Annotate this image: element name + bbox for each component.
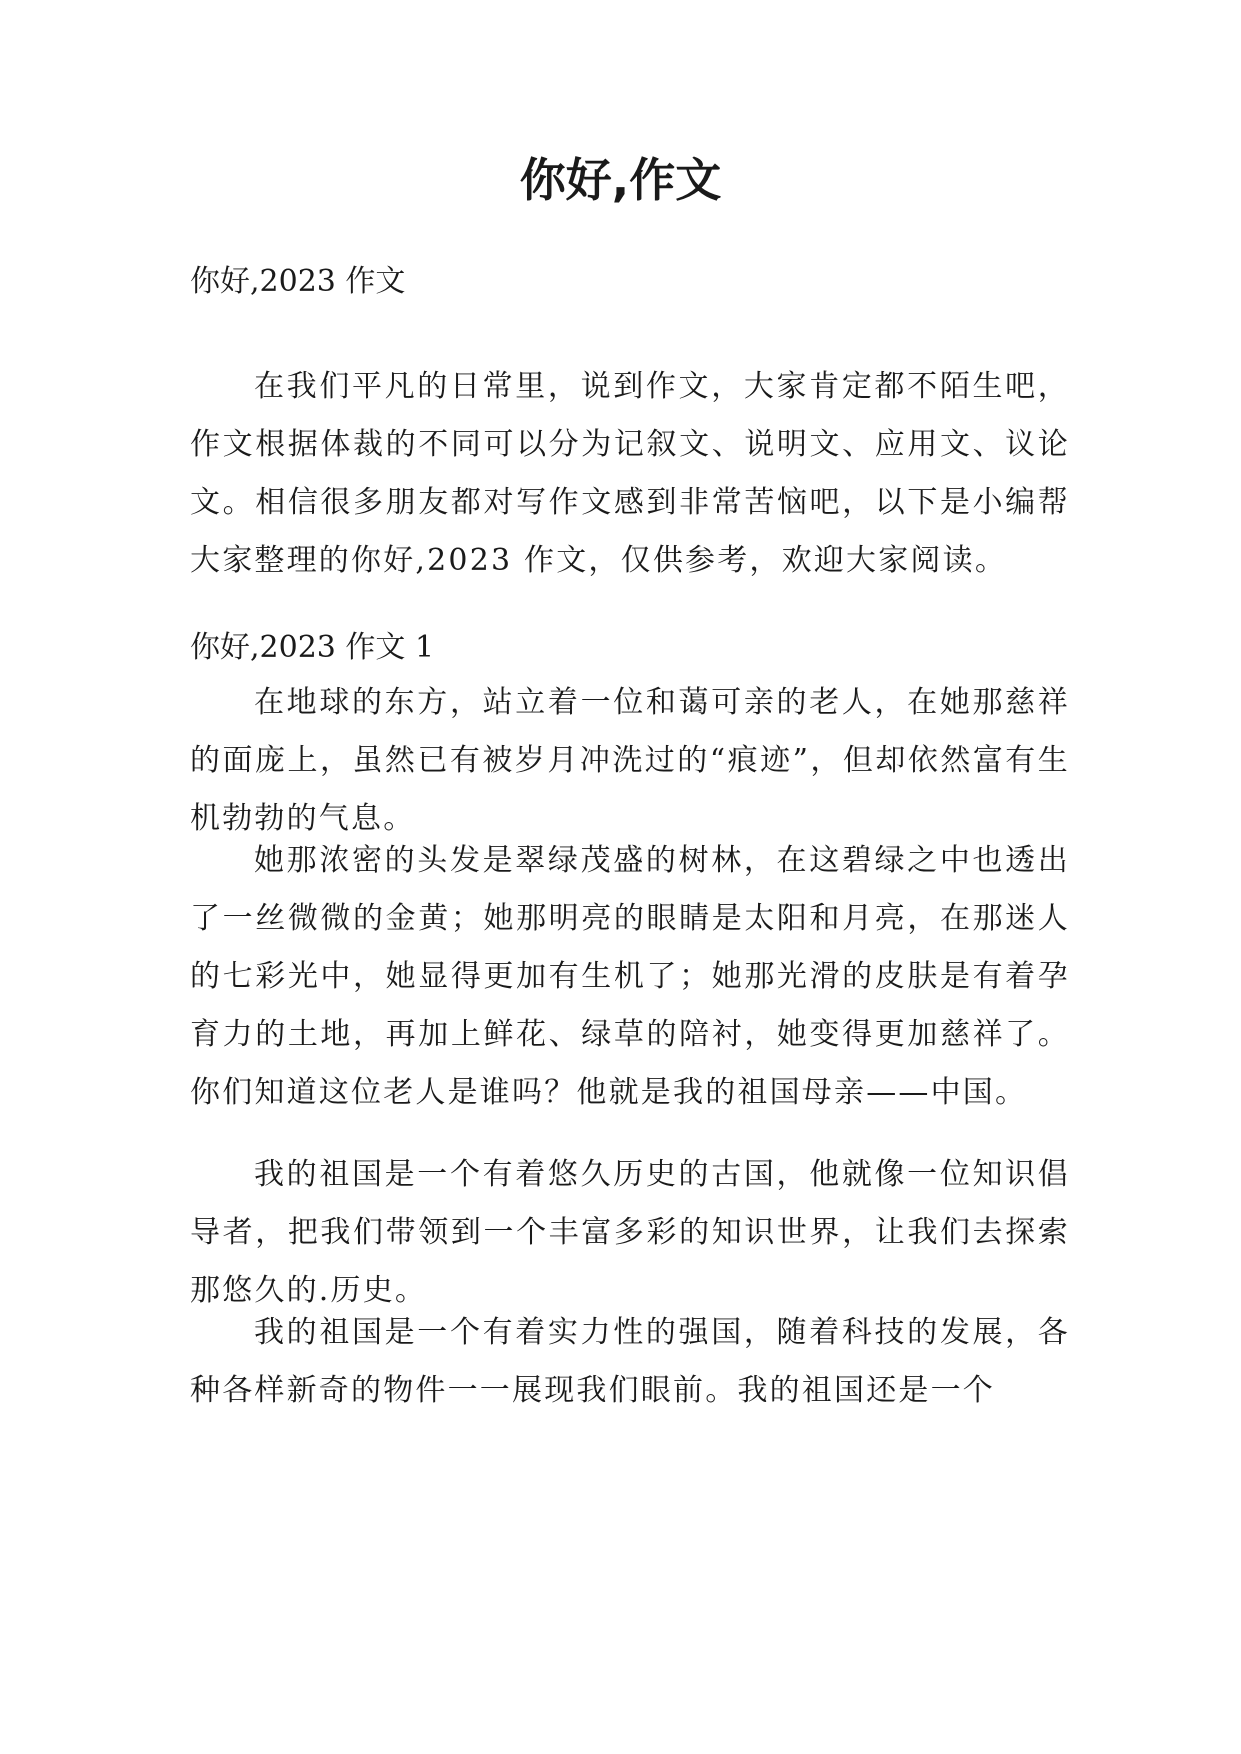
document-title: 你好,作文 xyxy=(519,153,722,207)
body-paragraph-3: 我的祖国是一个有着悠久历史的古国，他就像一位知识倡导者，把我们带领到一个丰富多彩的知识世界，让我们去探索那悠久的.历史。 xyxy=(190,1157,1070,1308)
body-paragraph-4: 我的祖国是一个有着实力性的强国，随着科技的发展，各种各样新奇的物件一一展现我们眼前。我的祖国还是一个 xyxy=(190,1315,1070,1408)
body-paragraph-1: 在地球的东方，站立着一位和蔼可亲的老人，在她那慈祥的面庞上，虽然已有被岁月冲洗过的“痕迹”，但却依然富有生机勃勃的气息。 xyxy=(190,685,1070,836)
document-subtitle: 你好,2023 作文 xyxy=(190,264,406,299)
body-paragraph-2: 她那浓密的头发是翠绿茂盛的树林，在这碧绿之中也透出了一丝微微的金黄；她那明亮的眼睛是太阳和月亮，在那迷人的七彩光中，她显得更加有生机了；她那光滑的皮肤是有着孕育力的土地，再加上鲜花、绿草的陪衬，她变得更加慈祥了。你们知道这位老人是谁吗？他就是我的祖国母亲——中国。 xyxy=(190,843,1070,1110)
section-heading: 你好,2023 作文 1 xyxy=(190,630,435,665)
intro-paragraph: 在我们平凡的日常里，说到作文，大家肯定都不陌生吧，作文根据体裁的不同可以分为记叙文、说明文、应用文、议论文。相信很多朋友都对写作文感到非常苦恼吧，以下是小编帮大家整理的你好,2023 作文，仅供参考，欢迎大家阅读。 xyxy=(190,369,1070,578)
